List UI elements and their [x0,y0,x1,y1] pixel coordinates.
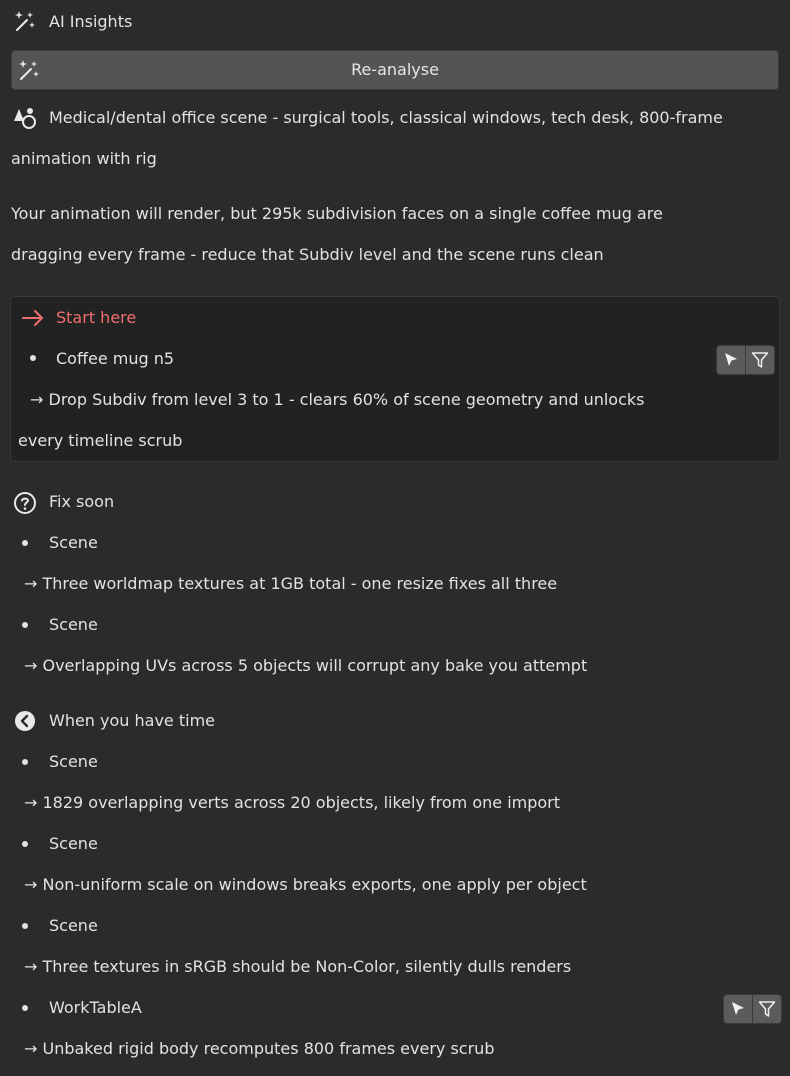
when-time-item-1-target: Scene [49,752,98,771]
object-actions [723,994,782,1024]
cursor-arrow-icon [730,1001,746,1017]
start-here-panel [10,296,780,462]
reanalyse-button[interactable] [11,50,779,90]
fix-soon-title: Fix soon [49,492,115,511]
fix-soon-item-2-detail: → Overlapping UVs across 5 objects will corrupt any bake you attempt [24,656,588,675]
cursor-arrow-icon [723,352,739,368]
when-time-title: When you have time [49,711,216,730]
start-here-detail-line-1: → Drop Subdiv from level 3 to 1 - clears 60% of scene geometry and unlocks [30,390,645,409]
when-time-item-2-target: Scene [49,834,98,853]
when-time-item-1-detail: → 1829 overlapping verts across 20 objects, likely from one import [24,793,561,812]
when-time-item-2-detail: → Non-uniform scale on windows breaks exports, one apply per object [24,875,587,894]
filter-funnel-icon [751,351,769,369]
scene-summary-line-1: Medical/dental office scene - surgical tools, classical windows, tech desk, 800-frame [49,108,723,127]
start-here-title: Start here [56,308,137,327]
object-actions [716,345,775,375]
shapes-icon [13,106,37,130]
filter-object-button[interactable] [752,995,781,1023]
select-object-button[interactable] [717,346,745,374]
filter-object-button[interactable] [745,346,774,374]
when-time-item-4-detail: → Unbaked rigid body recomputes 800 frames every scrub [24,1039,495,1058]
question-circle-icon [13,491,37,515]
bullet-icon [22,540,28,546]
start-here-target: Coffee mug n5 [56,349,175,368]
bullet-icon [30,355,36,361]
bullet-icon [22,1005,28,1011]
when-time-item-3-detail: → Three textures in sRGB should be Non-Color, silently dulls renders [24,957,572,976]
reanalyse-label: Re-analyse [351,60,439,79]
chevron-left-circle-icon [13,709,37,733]
when-time-item-3-target: Scene [49,916,98,935]
fix-soon-item-2-target: Scene [49,615,98,634]
magic-wand-icon [13,9,37,33]
scene-summary-line-2: animation with rig [11,149,157,168]
bullet-icon [22,841,28,847]
panel-title: AI Insights [49,12,133,31]
bullet-icon [22,923,28,929]
start-here-detail-line-2: every timeline scrub [18,431,183,450]
verdict-line-2: dragging every frame - reduce that Subdiv level and the scene runs clean [11,245,604,264]
bullet-icon [22,759,28,765]
fix-soon-item-1-target: Scene [49,533,98,552]
bullet-icon [22,622,28,628]
arrow-right-icon [21,306,45,330]
filter-funnel-icon [758,1000,776,1018]
verdict-line-1: Your animation will render, but 295k subdivision faces on a single coffee mug are [11,204,663,223]
when-time-item-4-target: WorkTableA [49,998,142,1017]
select-object-button[interactable] [724,995,752,1023]
fix-soon-item-1-detail: → Three worldmap textures at 1GB total - one resize fixes all three [24,574,558,593]
